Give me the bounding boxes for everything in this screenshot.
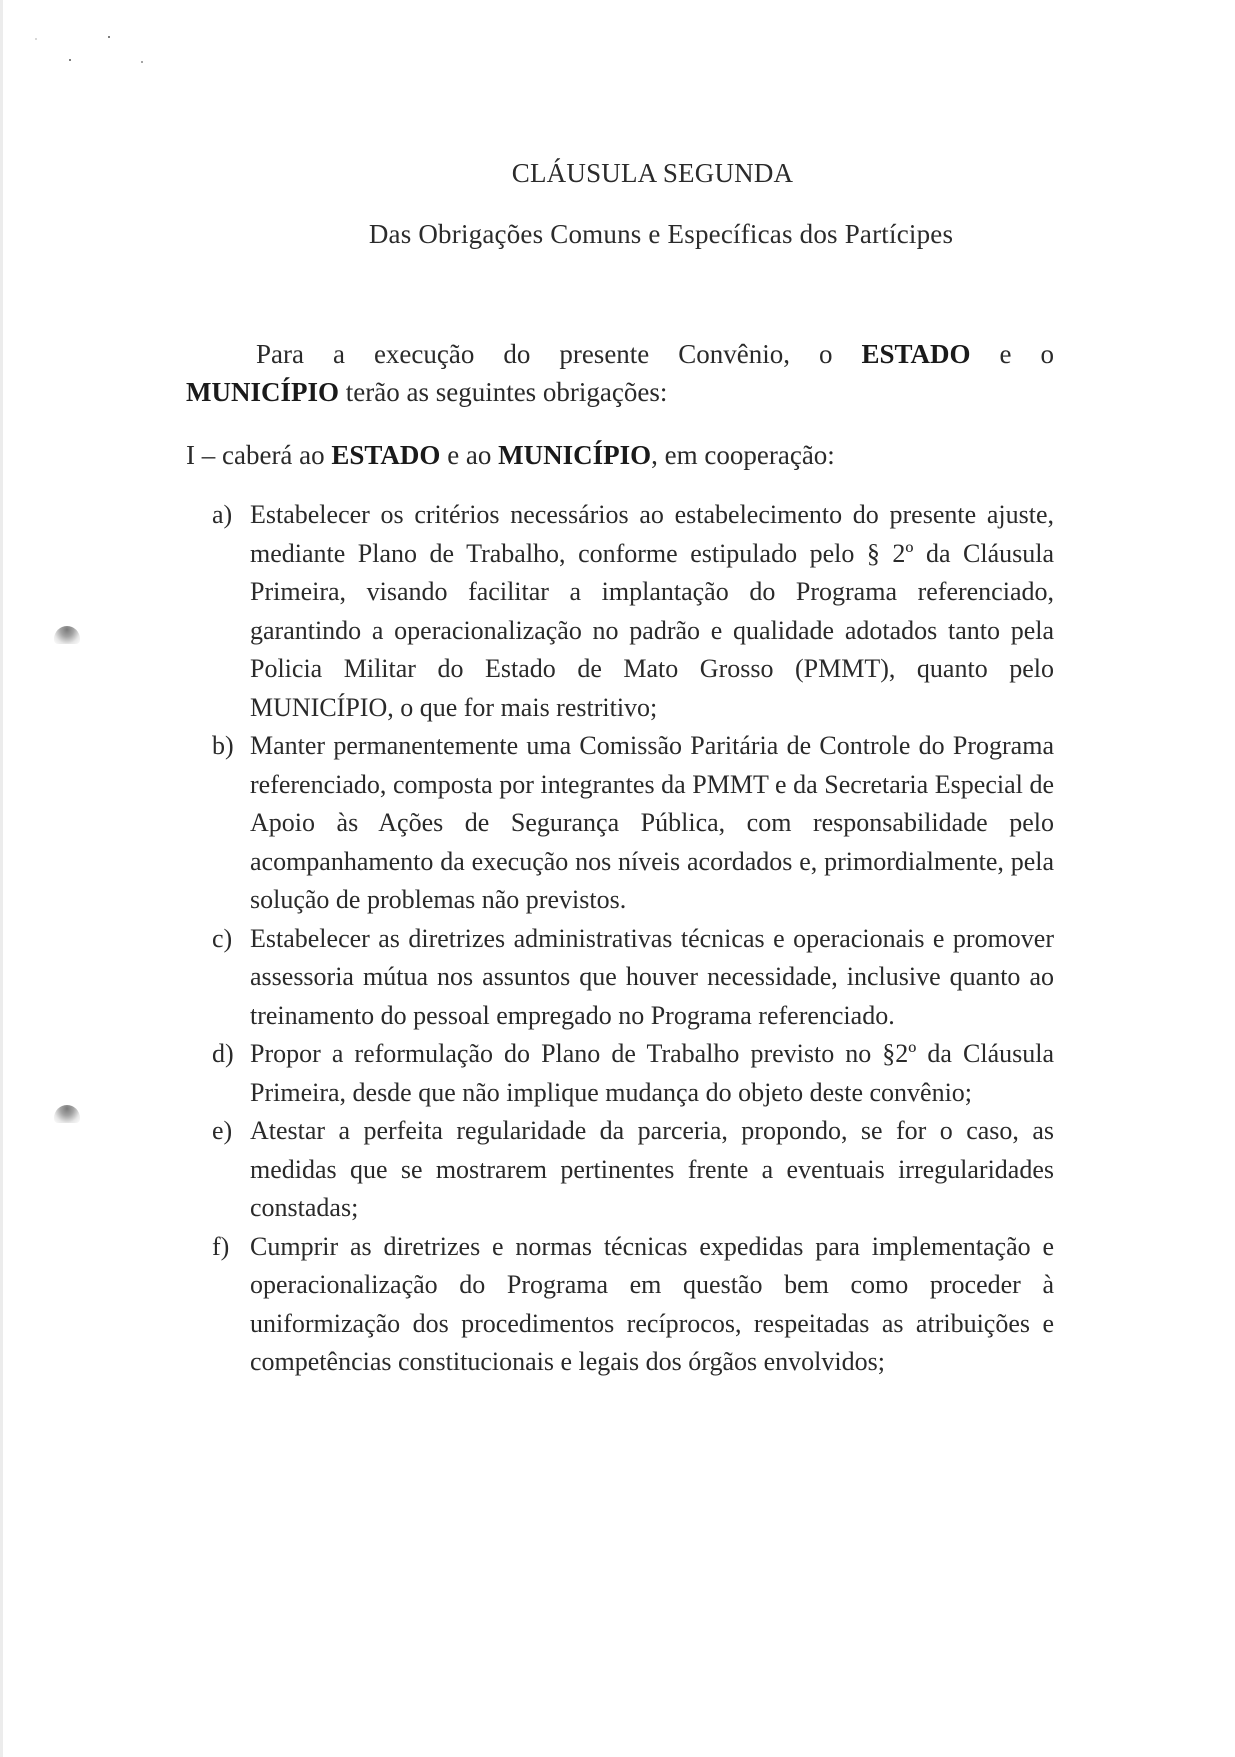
punch-hole-shadow-icon [54,1105,80,1123]
intro-text: terão as seguintes obrigações: [339,377,668,407]
item-marker: d) [212,1039,234,1068]
intro-paragraph [186,335,1054,411]
scan-page-edge [0,0,3,1757]
item-text: Cumprir as diretrizes e normas técnicas expedidas para implementação e operacionalização do Programa em questão bem como proceder à uniformização dos procedimentos recíprocos, respeitadas as atribuições e competências constitucionais e legais dos órgãos envolvidos; [250,1231,1054,1376]
item-text: Estabelecer os critérios necessários ao estabelecimento do presente ajuste, mediante Plano de Trabalho, conforme estipulado pelo § 2º da Cláusula Primeira, visando facilitar a implantação do Programa referenciado, garantindo a operacionalização no padrão e qualidade adotados tanto pela Policia Militar do Estado de Mato Grosso (PMMT), quanto pelo MUNICÍPIO, o que for mais restritivo; [250,500,1054,722]
obligation-item-f [212,1228,1054,1382]
scan-speck [69,59,71,61]
lead-text: e ao [440,440,499,470]
obligation-item-e [212,1112,1054,1228]
scan-speck [108,36,110,38]
section-i-lead [186,436,835,474]
obligations-list [212,496,1054,1382]
item-text: Atestar a perfeita regularidade da parceria, propondo, se for o caso, as medidas que se mostrarem pertinentes frente a eventuais irregularidades constadas; [250,1116,1054,1222]
item-marker: c) [212,923,233,953]
lead-party-estado: ESTADO [331,440,441,470]
scan-speck [141,61,143,63]
item-text: Propor a reformulação do Plano de Trabalho previsto no §2º da Cláusula Primeira, desde que não implique mudança do objeto deste convênio; [250,1039,1054,1107]
obligation-item-d [212,1035,1054,1112]
intro-text: e o [970,339,1055,369]
obligation-item-a [212,496,1054,727]
intro-text: Para a execução do presente Convênio, o [256,339,862,369]
obligation-item-c [212,920,1054,1036]
punch-hole-shadow-icon [54,626,80,644]
obligation-item-b [212,727,1054,920]
item-text: Manter permanentemente uma Comissão Paritária de Controle do Programa referenciado, composta por integrantes da PMMT e da Secretaria Especial de Apoio às Ações de Segurança Pública, com responsabilidade pelo acompanhamento da execução nos níveis acordados e, primordialmente, pela solução de problemas não previstos. [250,731,1054,914]
item-text: Estabelecer as diretrizes administrativas técnicas e operacionais e promover assessoria mútua nos assuntos que houver necessidade, inclusive quanto ao treinamento do pessoal empregado no Programa referenciado. [250,923,1054,1030]
intro-party-municipio: MUNICÍPIO [186,377,339,407]
item-marker: a) [212,500,233,529]
lead-text: , em cooperação: [651,440,835,470]
lead-text: I – caberá ao [186,440,332,470]
clause-subtitle: Das Obrigações Comuns e Específicas dos Partícipes [368,219,954,249]
clause-title: CLÁUSULA SEGUNDA [511,158,794,188]
intro-line [186,335,1054,373]
lead-party-municipio: MUNICÍPIO [498,440,652,470]
intro-party-estado: ESTADO [861,339,971,369]
item-marker: e) [212,1116,233,1145]
item-marker: b) [212,731,234,760]
item-marker: f) [212,1231,230,1261]
scan-speck [35,38,37,40]
